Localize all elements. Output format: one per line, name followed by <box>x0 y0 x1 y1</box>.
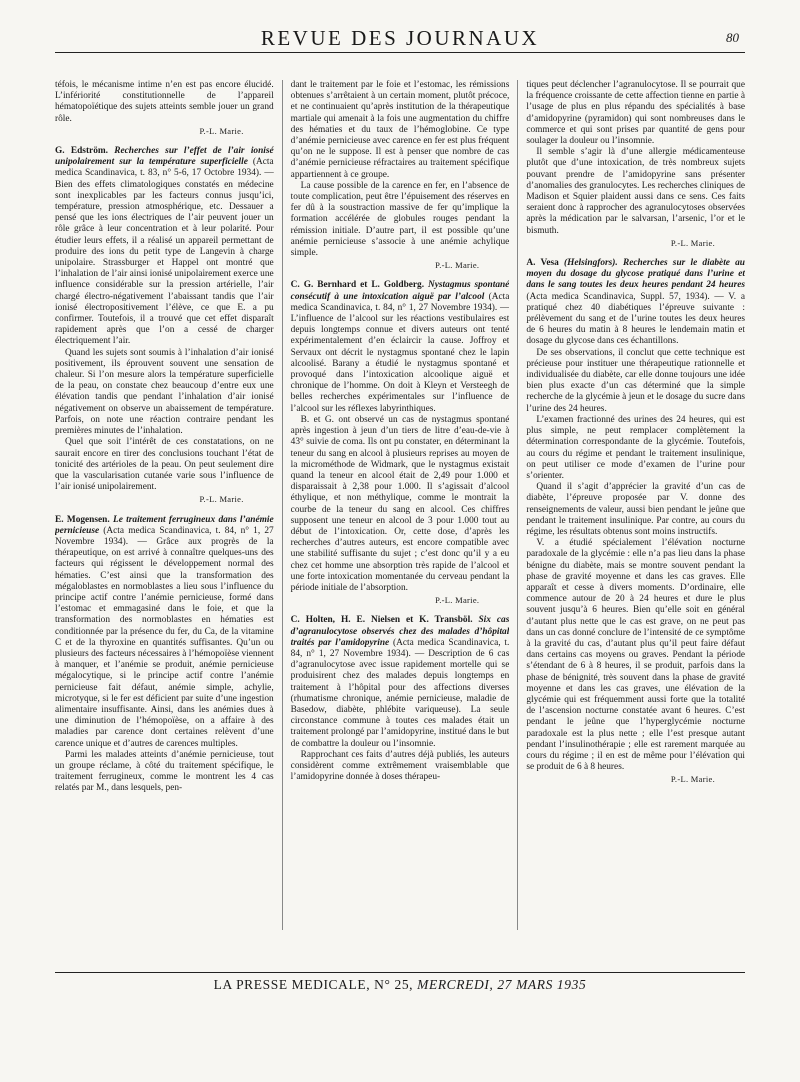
article-title: Six cas d’agranulocytose observés chez des malades d’hôpital traités par l’amidopyrine <box>290 615 510 648</box>
paragraph: Il semble s’agir là d’une allergie médicamenteuse plutôt que d’une intoxication, de très nombreux sujets pouvant prendre de l’amidopyrine sans présenter d’anomalies des granulocytes. Les recherches cliniques de Madison et Squier plaident aussi dans ce sens. Ces faits seraient donc à rapprocher des agranulocytoses observées après la médication par le salvarsan, l’arsenic, l’or et le bismuth. <box>526 147 746 236</box>
article-source: (Acta medica Scandinavica, <box>103 525 212 536</box>
article-heading <box>55 146 274 167</box>
paragraph: De ses observations, il conclut que cette technique est précieuse pour instituer une thérapeutique rationnelle et individualisée du diabète, car elle donne toujours une idée bien plus exacte d’un cas déterminé que la simple recherche de la glycémie à jeun et le dosage du sucre dans l’urine des 24 heures. <box>526 347 746 414</box>
page-footer <box>55 972 745 1003</box>
article <box>291 280 510 414</box>
article-heading <box>291 280 510 301</box>
article-body: t. 84, n° 1, 27 Novembre 1934). — Grâce aux progrès de la thérapeutique, on est arrivé à connaître quelques-uns des facteurs qui régissent le développement normal des hématies. C’est ainsi que la transformation des mégaloblastes en normoblastes a lieu sous l’influence du principe actif contre l’anémie pernicieuse, formé dans l’estomac et emmagasiné dans le foie, et que la transformation des normoblastes en hématies est conditionnée par la présence du fer, du Ca, de la vitamine C et de la thyroxine en quantités suffisantes. Qu’un ou plusieurs des facteurs nécessaires à l’hémopoïèse viennent à manquer, et l’anémie se produit, anémie pernicieuse mégalocytique, si le principe actif contre l’anémie pernicieuse fait défaut, anémie simple, achylie, microtyque, si le fer est déficient par suite d’une ingestion alimentaire insuffisante. Ainsi, dans les anémies dues à une diminution de l’hémopoïèse, on a affaire à des maladies par carence dont certaines relèvent d’une carence unique et d’autres de carences multiples. <box>55 525 274 749</box>
paragraph: B. et G. ont observé un cas de nystagmus spontané après ingestion à jeun d’un tiers de litre d’eau-de-vie à 43° suivie de coma. Ils ont pu constater, en déterminant la teneur du sang en alcool à plusieurs reprises au moyen de la microméthode de Widmark, que le nystagmus existait quand la teneur en alcool était de 2,49 pour 1.000 et disparaissait à 2,38 pour 1.000. Il s’agissait d’alcool éthylique, et non méthylique, comme le montrait la courbe de la teneur du sang en alcool. Ces chiffres supposent une teneur en alcool de 3 pour 1.000 tout au début de l’intoxication. Or, cette dose, d’après les recherches d’autres auteurs, est encore compatible avec une stabilité suffisante du sujet ; c’est donc qu’il y a eu chez cet homme une absorption très rapide de l’alcool et une forte intoxication momentanée du cerveau pendant la période initiale de l’absorption. <box>290 414 510 593</box>
column-3 <box>517 80 745 930</box>
paragraph: V. a étudié spécialement l’élévation nocturne paradoxale de la glycémie : elle n’a pas lieu dans la phase bénigne du diabète, mais se montre souvent pendant la phase de gravité moyenne et dans les cas graves. Elle apparaît et cesse à divers moments. D’ordinaire, elle commence autour de 20 à 24 heures et dure le plus souvent jusqu’à 6 heures. Bien qu’elle soit en général d’autant plus nette que le cas est grave, on ne peut pas dans un cas donné conclure de l’intensité de ce symptôme à la gravité du cas, d’autant plus qu’il peut faire défaut dans certains cas moyens ou graves. Pendant la période s’étendant de 6 à 8 heures, il se produit, parfois dans la phase de bénignité, très souvent dans la phase de gravité moyenne et dans les cas graves, une élévation de la glycémie qui est fréquemment aussi forte que la totalité de l’ascension nocturne constatée avant 6 heures. C’est pendant le jeûne que l’hyperglycémie nocturne paradoxale est la plus nette ; elle l’est presque autant pendant l’insulinothérapie ; elle est rarement marquée au cours du régime ; il en est de même pour l’élévation qui se produit de 6 à 8 heures. <box>526 538 746 773</box>
article-title: Recherches sur l’effet de l’air ionisé unipolairement sur la température superficielle <box>55 146 274 168</box>
article-source: (Acta medica Scandinavica, <box>55 157 274 179</box>
page-header <box>55 24 745 53</box>
signature: P.-L. Marie. <box>435 260 480 271</box>
paragraph: Parmi les malades atteints d’anémie pernicieuse, tout un groupe réclame, à côté du traitement spécifique, le traitement ferrugineux, comme le montrent les 4 cas relatés par M., dans lesquels, pen- <box>55 749 274 794</box>
paragraph: Quand il s’agit d’apprécier la gravité d’un cas de diabète, l’épreuve proposée par V. donne des renseignements de valeur, aussi bien pendant le jeûne que pendant le traitement insulinique. Par contre, au cours du régime, les résultats obtenus sont moins instructifs. <box>526 482 746 537</box>
page-title: REVUE DES JOURNAUX <box>260 26 540 50</box>
article-authors: G. Edström. <box>55 146 108 157</box>
column-2 <box>282 80 510 930</box>
article <box>55 146 274 348</box>
footer-line <box>55 977 745 993</box>
article-title: (Helsingfors). Recherches sur le diabète au moyen du dosage du glycose pratiqué dans l’urine et dans le sang toutes les deux heures pendant 24 heures <box>526 258 746 291</box>
article-source: (Acta medica Scandinavica, <box>393 637 501 648</box>
paragraph: Quand les sujets sont soumis à l’inhalation d’air ionisé positivement, ils éprouvent souvent une sensation de chaleur. Si l’on mesure alors la température superficielle de la peau, on constate chez beaucoup d’entre eux une élévation tandis que pendant l’inhalation d’air ionisé négativement on observe un abaissement de température. Parfois, on note une réaction contraire pendant les premières minutes de l’inhalation. <box>55 347 274 437</box>
article-body: Suppl. 57, 1934). — V. a pratiqué chez 40 diabétiques l’épreuve suivante : prélèvement du sang et de l’urine toutes les deux heures de 6 heures du matin à 8 heures le lendemain matin et dosage du glycose dans ces échantillons. <box>526 291 746 347</box>
article-authors: C. G. Bernhard et L. Goldberg. <box>290 280 425 291</box>
article-authors: C. Holten, H. E. Nielsen et K. Transböl. <box>290 615 473 626</box>
paragraph: La cause possible de la carence en fer, en l’absence de toute complication, peut être l’épuisement des réserves en fer dû à la soustraction massive de fer qu’implique la formation accélérée de globules rouges pendant la rémission initiale. D’autre part, il est possible qu’une anémie pernicieuse s’associe à une anémie achylique simple. <box>290 180 510 259</box>
article-authors: E. Mogensen. <box>55 514 110 525</box>
article-heading <box>526 258 745 290</box>
article-title: Nystagmus spontané consécutif à une intoxication aiguë par l’alcool <box>290 280 510 302</box>
article-source: (Acta medica Scandinavica, <box>290 291 510 313</box>
article <box>55 515 274 750</box>
signature: P.-L. Marie. <box>199 494 244 505</box>
footer-date: 27 MARS 1935 <box>497 977 587 992</box>
column-1 <box>55 80 274 930</box>
article-source: (Acta medica Scandinavica, <box>526 291 636 302</box>
signature: P.-L. Marie. <box>199 125 244 136</box>
text-columns <box>55 80 745 930</box>
signature: P.-L. Marie. <box>670 774 716 785</box>
paragraph: Quel que soit l’intérêt de ces constatations, on ne saurait encore en tirer des conclusions touchant l’état de tonicité des artérioles de la peau. On peut seulement dire que la vascularisation cutanée varie sous l’influence de l’air ionisé unipolairement. <box>55 437 274 493</box>
footer-journal: LA PRESSE MEDICALE, N° 25, <box>213 977 414 992</box>
article-body: t. 84, n° 1, 27 Novembre 1934). — L’influence de l’alcool sur les réactions vestibulaires est depuis longtemps connue et divers auteurs ont tenté expérimentalement d’en éclaircir la cause. Joffroy et Servaux ont décrit le nystagmus spontané chez le lapin alcoolisé. Barany a étudié le nystagmus spontané et provoqué dans l’intoxication alcoolique aiguë et chronique de l’homme. On doit à Kleyn et Versteegh de belles recherches expérimentales sur l’influence de l’alcool sur les réflexes labyrinthiques. <box>290 302 510 414</box>
footer-day: MERCREDI, <box>417 977 494 992</box>
paragraph: dant le traitement par le foie et l’estomac, les rémissions obtenues s’arrêtaient à un certain moment, plutôt précoce, et ne continuaient qu’après institution de la thérapeutique martiale qui amenait à la fois une augmentation du chiffre des hématies et du taux de l’hémoglobine. Ce type d’anémie pernicieuse avec carence en fer est plus fréquent qu’on ne le suppose. Il est à penser que nombre de cas d’anémie pernicieuse réfractaires au traitement spécifique appartiennent à ce groupe. <box>290 80 510 180</box>
page-number: 80 <box>726 30 739 45</box>
paragraph: Rapprochant ces faits d’autres déjà publiés, les auteurs considèrent comme extrêmement vraisemblable que l’amidopyrine donnée à doses thérapeu- <box>290 749 510 783</box>
article-body: t. 83, n° 5-6, 17 Octobre 1934). — Bien des effets climatologiques constatés en médecine sont inexplicables par les facteurs connus jusqu’ici, température, pression atmosphérique, etc. Dessauer a pensé que les ions électriques de l’air peuvent jouer un rôle grâce à leur concentration et à leur polarité. Pour étudier leurs effets, il a réalisé un appareil permettant de produire des ions du petit type de Langevin à charge unipolaire. Strassburger et Happel ont montré que l’inhalation de l’air ainsi ionisé unipolairement exerce une influence considérable sur la pression artérielle, l’air chargé électro-négativement l’abaissant tandis que l’air ionisé électropositivement l’élève, ce que E. a pu confirmer. Toutefois, il a trouvé que cet effet disparaît rapidement après que l’on a cessé de charger électriquement l’air. <box>55 168 274 347</box>
signature: P.-L. Marie. <box>435 595 480 606</box>
paragraph: L’examen fractionné des urines des 24 heures, qui est plus simple, ne peut remplacer complètement la détermination correspondante de la glycémie. Toutefois, au cours du régime et pendant le traitement insulinique, on peut utiliser ce mode d’examen de l’urine pour s’orienter. <box>526 414 746 481</box>
paragraph: téfois, le mécanisme intime n’en est pas encore élucidé. L’infériorité constitutionnelle de l’appareil hématopoïétique des sujets atteints semble jouer un grand rôle. <box>55 80 274 124</box>
article-title: Le traitement ferrugineux dans l’anémie pernicieuse <box>55 514 274 536</box>
signature: P.-L. Marie. <box>670 237 716 248</box>
article-body: t. 84, n° 1, 27 Novembre 1934). — Description de 6 cas d’agranulocytose avec issue rapidement mortelle qui se produisirent chez des malades depuis longtemps en traitement à l’hôpital pour des affections diverses (rhumatisme chronique, anémie pernicieuse, maladie de Basedow, diabète, phlébite variqueuse). La seule circonstance commune à toutes ces malades était un traitement prolongé par l’amidopyrine, institué dans le but de combattre la douleur ou l’insomnie. <box>290 637 510 749</box>
article-authors: A. Vesa <box>526 258 559 269</box>
article <box>526 258 745 348</box>
paragraph: tiques peut déclencher l’agranulocytose. Il se pourrait que la fréquence croissante de cette affection tienne en partie à l’usage de plus en plus répandu des spécialités à base d’amidopyrine (pyramidon) qui sont nombreuses dans le commerce et qui sont prises par quantité de gens pour soulager la douleur ou l’insomnie. <box>526 80 746 147</box>
article <box>291 615 510 749</box>
